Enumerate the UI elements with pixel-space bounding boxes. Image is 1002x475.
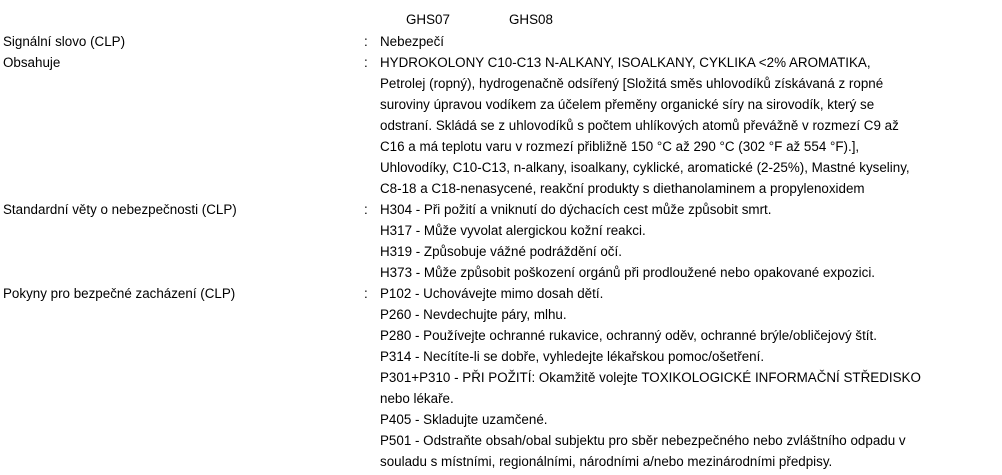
hazard-statement: H317 - Může vyvolat alergickou kožní reakci.: [380, 223, 646, 238]
contains-line: HYDROKOLONY C10-C13 N-ALKANY, ISOALKANY, CYKLIKA <2% AROMATIKA,: [380, 55, 871, 70]
contains-line: C16 a má teplotu varu v rozmezí přibližně 150 °C až 290 °C (302 °F až 554 °F).],: [380, 139, 860, 154]
precautionary-statement: souladu s místními, regionálními, národními a/nebo mezinárodními předpisy.: [380, 454, 833, 469]
signal-word-value: [380, 31, 1000, 52]
pictogram-code-ghs07: GHS07: [406, 12, 450, 27]
separator-colon: :: [364, 202, 368, 217]
separator-colon: :: [364, 55, 368, 70]
signal-word-text: Nebezpečí: [380, 34, 445, 49]
separator-colon: :: [364, 34, 368, 49]
separator-colon: :: [364, 286, 368, 301]
precautionary-statement: P102 - Uchovávejte mimo dosah dětí.: [380, 286, 604, 301]
precautionary-statement: P314 - Necítíte-li se dobře, vyhledejte lékařskou pomoc/ošetření.: [380, 349, 765, 364]
hazard-statement: H304 - Při požití a vniknutí do dýchacích cest může způsobit smrt.: [380, 202, 772, 217]
contains-label: Obsahuje: [3, 55, 61, 70]
hazard-statements-value: [380, 199, 1000, 283]
precautionary-statement: P280 - Používejte ochranné rukavice, ochranný oděv, ochranné brýle/obličejový štít.: [380, 328, 877, 343]
hazard-statement: H373 - Může způsobit poškození orgánů při prodloužené nebo opakované expozici.: [380, 265, 876, 280]
precautionary-statement: P260 - Nevdechujte páry, mlhu.: [380, 307, 567, 322]
signal-word-label: Signální slovo (CLP): [3, 34, 126, 49]
precautionary-statement: P301+P310 - PŘI POŽITÍ: Okamžitě volejte TOXIKOLOGICKÉ INFORMAČNÍ STŘEDISKO: [380, 370, 921, 385]
precautionary-statement: P501 - Odstraňte obsah/obal subjektu pro sběr nebezpečného nebo zvláštního odpadu v: [380, 433, 906, 448]
contains-line: Uhlovodíky, C10-C13, n-alkany, isoalkany, cyklické, aromatické (2-25%), Mastné kyseliny,: [380, 160, 910, 175]
contains-value: [380, 52, 1000, 199]
precautionary-statements-label: Pokyny pro bezpečné zacházení (CLP): [3, 286, 236, 301]
hazard-statement: H319 - Způsobuje vážné podráždění očí.: [380, 244, 622, 259]
precautionary-statement: P405 - Skladujte uzamčené.: [380, 412, 548, 427]
hazard-statements-label: Standardní věty o nebezpečnosti (CLP): [3, 202, 237, 217]
pictogram-code-ghs08: GHS08: [509, 12, 553, 27]
precautionary-statement: nebo lékaře.: [380, 391, 454, 406]
precautionary-statements-value: [380, 283, 1000, 472]
contains-line: suroviny úpravou vodíkem za účelem přeměny organické síry na sirovodík, který se: [380, 97, 875, 112]
contains-line: odstraní. Skládá se z uhlovodíků s počtem uhlíkových atomů převážně v rozmezí C9 až: [380, 118, 899, 133]
contains-line: C8-18 a C18-nenasycené, reakční produkty s diethanolaminem a propylenoxidem: [380, 181, 865, 196]
contains-line: Petrolej (ropný), hydrogenačně odsířený [Složitá směs uhlovodíků získávaná z ropné: [380, 76, 884, 91]
